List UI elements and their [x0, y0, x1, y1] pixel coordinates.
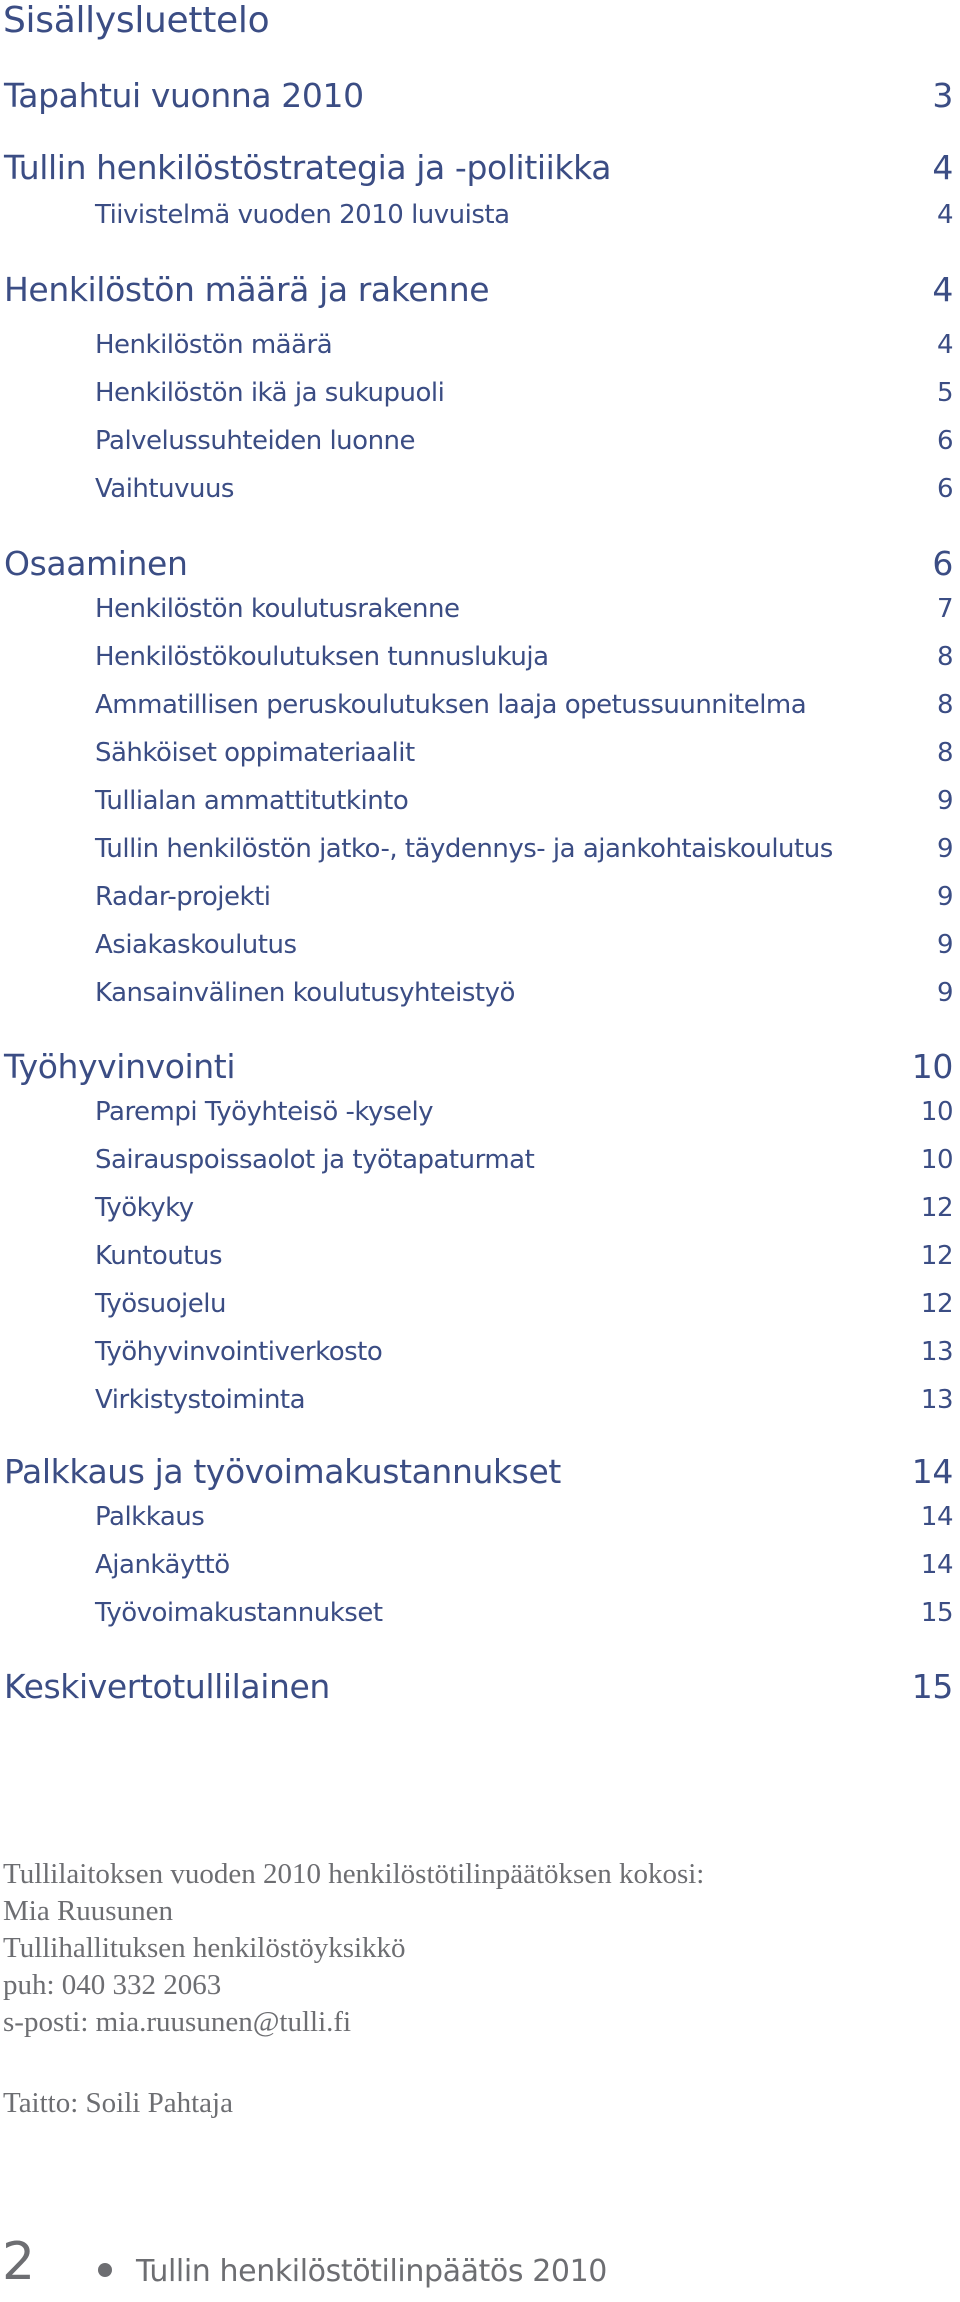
toc-entry[interactable] — [0, 200, 958, 230]
toc-entry-page: 5 — [936, 378, 953, 408]
credits-line: s-posti: mia.ruusunen@tulli.fi — [3, 2006, 352, 2038]
toc-entry[interactable] — [0, 378, 958, 408]
toc-entry-page: 15 — [911, 1667, 953, 1706]
toc-entry-page: 9 — [936, 930, 953, 960]
toc-entry[interactable] — [0, 1385, 958, 1415]
toc-entry[interactable] — [0, 1145, 958, 1175]
toc-entry[interactable] — [0, 426, 958, 456]
toc-entry-label: Henkilöstön määrä — [95, 330, 333, 360]
toc-entry[interactable] — [0, 690, 958, 720]
toc-entry[interactable] — [0, 1047, 958, 1086]
toc-entry-label: Asiakaskoulutus — [95, 930, 297, 960]
toc-entry[interactable] — [0, 594, 958, 624]
toc-entry-label: Tapahtui vuonna 2010 — [4, 76, 364, 115]
toc-entry-label: Parempi Työyhteisö -kysely — [95, 1097, 434, 1127]
page-title: Sisällysluettelo — [3, 0, 270, 41]
toc-entry-label: Henkilöstön ikä ja sukupuoli — [95, 378, 445, 408]
toc-entry-page: 10 — [920, 1145, 953, 1175]
page-number: 2 — [2, 2232, 36, 2292]
toc-entry-label: Tullin henkilöstön jatko-, täydennys- ja ajankohtaiskoulutus — [95, 834, 833, 864]
toc-entry-label: Työhyvinvointiverkosto — [95, 1337, 383, 1367]
toc-entry-label: Tullin henkilöstöstrategia ja -politiikka — [4, 148, 612, 187]
toc-entry-label: Kuntoutus — [95, 1241, 223, 1271]
toc-entry-page: 4 — [936, 330, 953, 360]
toc-entry[interactable] — [0, 1289, 958, 1319]
toc-entry[interactable] — [0, 76, 958, 115]
toc-entry[interactable] — [0, 1452, 958, 1491]
toc-entry-page: 6 — [932, 544, 953, 583]
toc-entry-label: Palkkaus ja työvoimakustannukset — [4, 1452, 561, 1491]
toc-entry-label: Työsuojelu — [95, 1289, 226, 1319]
toc-entry[interactable] — [0, 474, 958, 504]
toc-entry-label: Työkyky — [95, 1193, 194, 1223]
toc-entry[interactable] — [0, 882, 958, 912]
toc-entry[interactable] — [0, 270, 958, 309]
toc-entry-page: 9 — [936, 834, 953, 864]
toc-entry-page: 15 — [920, 1598, 953, 1628]
toc-entry[interactable] — [0, 834, 958, 864]
toc-entry[interactable] — [0, 148, 958, 187]
toc-entry[interactable] — [0, 1193, 958, 1223]
toc-entry-page: 14 — [920, 1550, 953, 1580]
toc-entry-label: Sähköiset oppimateriaalit — [95, 738, 415, 768]
credits-block — [3, 1856, 704, 2041]
toc-entry[interactable] — [0, 642, 958, 672]
toc-entry[interactable] — [0, 1337, 958, 1367]
toc-entry-page: 8 — [936, 642, 953, 672]
toc-entry[interactable] — [0, 1502, 958, 1532]
toc-entry-page: 4 — [932, 270, 953, 309]
toc-entry-label: Ajankäyttö — [95, 1550, 230, 1580]
toc-entry-label: Henkilöstön koulutusrakenne — [95, 594, 460, 624]
toc-entry-page: 4 — [932, 148, 953, 187]
toc-entry[interactable] — [0, 1667, 958, 1706]
toc-entry-page: 9 — [936, 978, 953, 1008]
toc-entry-page: 14 — [911, 1452, 953, 1491]
toc-entry-page: 9 — [936, 786, 953, 816]
toc-entry-page: 13 — [920, 1337, 953, 1367]
toc-entry-label: Tiivistelmä vuoden 2010 luvuista — [95, 200, 510, 230]
toc-entry-page: 8 — [936, 690, 953, 720]
toc-entry-page: 12 — [920, 1241, 953, 1271]
toc-entry-label: Keskivertotullilainen — [4, 1667, 330, 1706]
toc-entry-page: 13 — [920, 1385, 953, 1415]
toc-entry-label: Henkilöstökoulutuksen tunnuslukuja — [95, 642, 549, 672]
credits-line: Mia Ruusunen — [3, 1895, 173, 1927]
toc-entry-page: 3 — [932, 76, 953, 115]
toc-entry-label: Kansainvälinen koulutusyhteistyö — [95, 978, 515, 1008]
toc-entry-label: Sairauspoissaolot ja työtapaturmat — [95, 1145, 535, 1175]
toc-entry-page: 14 — [920, 1502, 953, 1532]
toc-entry-label: Tullialan ammattitutkinto — [95, 786, 409, 816]
toc-entry-page: 8 — [936, 738, 953, 768]
toc-entry-page: 12 — [920, 1289, 953, 1319]
toc-entry[interactable] — [0, 544, 958, 583]
toc-entry-page: 12 — [920, 1193, 953, 1223]
toc-entry[interactable] — [0, 1598, 958, 1628]
toc-entry[interactable] — [0, 1550, 958, 1580]
toc-entry[interactable] — [0, 738, 958, 768]
toc-entry[interactable] — [0, 330, 958, 360]
toc-entry-page: 10 — [911, 1047, 953, 1086]
credits-line: Tullihallituksen henkilöstöyksikkö — [3, 1932, 406, 1964]
toc-entry-page: 4 — [936, 200, 953, 230]
toc-entry-label: Osaaminen — [4, 544, 188, 583]
credits-line: puh: 040 332 2063 — [3, 1969, 222, 2001]
toc-entry[interactable] — [0, 978, 958, 1008]
running-title: Tullin henkilöstötilinpäätös 2010 — [136, 2254, 607, 2289]
toc-entry-label: Palvelussuhteiden luonne — [95, 426, 416, 456]
toc-entry-label: Vaihtuvuus — [95, 474, 234, 504]
toc-entry-page: 10 — [920, 1097, 953, 1127]
toc-entry-page: 6 — [936, 474, 953, 504]
toc-entry-label: Henkilöstön määrä ja rakenne — [4, 270, 490, 309]
toc-entry-label: Virkistystoiminta — [95, 1385, 306, 1415]
toc-entry-page: 6 — [936, 426, 953, 456]
toc-entry[interactable] — [0, 930, 958, 960]
toc-entry-label: Ammatillisen peruskoulutuksen laaja opetussuunnitelma — [95, 690, 807, 720]
credits-line: Tullilaitoksen vuoden 2010 henkilöstötilinpäätöksen kokosi: — [3, 1858, 705, 1890]
toc-entry-label: Radar-projekti — [95, 882, 271, 912]
toc-entry-label: Työvoimakustannukset — [95, 1598, 383, 1628]
bullet-dot — [98, 2263, 112, 2277]
toc-entry[interactable] — [0, 1097, 958, 1127]
toc-entry-label: Palkkaus — [95, 1502, 205, 1532]
toc-entry[interactable] — [0, 786, 958, 816]
toc-entry-page: 9 — [936, 882, 953, 912]
toc-entry[interactable] — [0, 1241, 958, 1271]
toc-entry-page: 7 — [936, 594, 953, 624]
layout-credit: Taitto: Soili Pahtaja — [3, 2087, 233, 2119]
toc-entry-label: Työhyvinvointi — [4, 1047, 236, 1086]
